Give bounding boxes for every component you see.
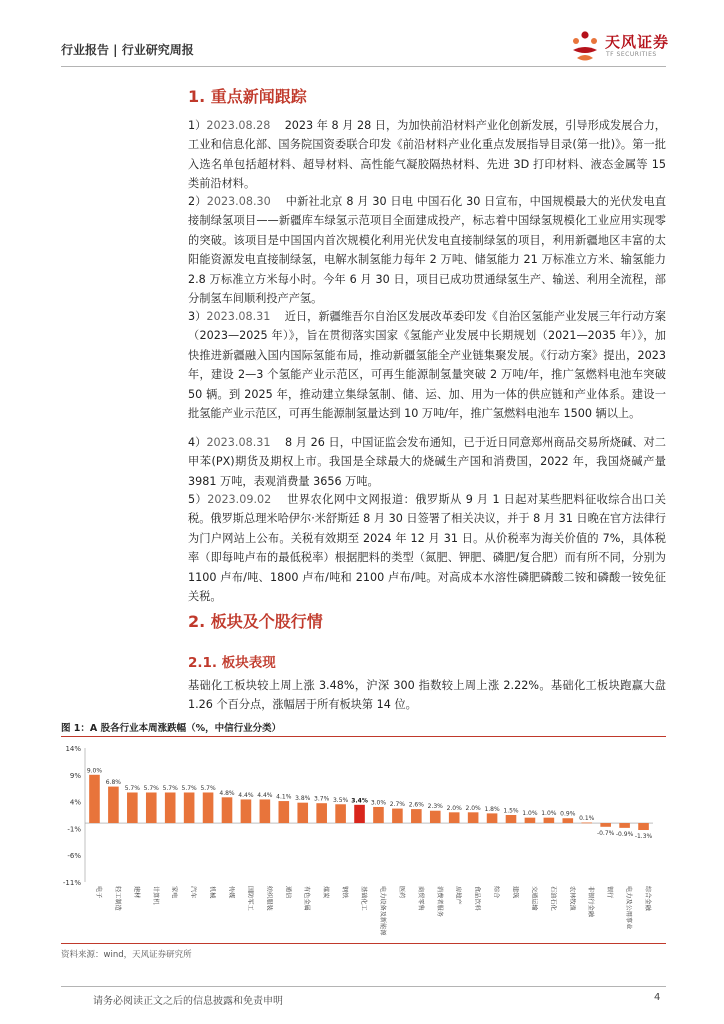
category-label: 有色金属	[303, 886, 311, 911]
category-label: 传媒	[227, 886, 235, 899]
bar	[222, 797, 233, 823]
category-label: 电力设备及新能源	[378, 886, 386, 936]
category-label: 农林牧渔	[568, 886, 576, 911]
bar	[525, 818, 536, 823]
data-label: 3.8%	[295, 795, 311, 803]
logo-mark-icon	[568, 30, 602, 64]
news-date: 2023.08.31	[206, 310, 271, 323]
data-label: 9.0%	[86, 767, 103, 775]
data-label: 1.8%	[484, 805, 500, 813]
news-text: 2023 年 8 月 28 日，为加快前沿材料产业化创新发展，引导形成发展合力，工业和信息化部、国务院国资委联合印发《前沿材料产业化重点发展指导目录(第一批)》。第一批入选名单包括超材料、超导材料、高性能气凝胶隔热材料、先进 3D 打印材料、液态金属等 15 类前沿材料。	[188, 119, 666, 191]
tf-logo	[568, 30, 680, 64]
bar	[544, 818, 555, 823]
category-label: 银行	[606, 886, 614, 899]
category-label: 商贸零售	[416, 886, 424, 911]
category-label: 建筑	[511, 886, 519, 899]
data-label: 3.7%	[314, 795, 330, 803]
category-label: 综合金融	[644, 886, 652, 911]
news-date: 2023.08.31	[206, 436, 271, 449]
category-label: 电力及公用事业	[625, 886, 633, 930]
logo-name-en: TF SECURITIES	[606, 51, 657, 58]
bar	[581, 823, 592, 824]
bar	[108, 787, 119, 823]
bar	[260, 799, 271, 823]
bar	[127, 792, 138, 823]
data-label: 5.7%	[162, 784, 178, 792]
bar	[297, 803, 308, 823]
data-label: 6.8%	[105, 779, 122, 787]
bar	[430, 811, 441, 823]
bar	[165, 792, 176, 823]
data-label: 1.0%	[522, 810, 538, 818]
footer-divider	[61, 986, 666, 987]
data-label: 1.0%	[541, 810, 557, 818]
figure-source: 资料来源：wind，天风证券研究所	[61, 950, 192, 960]
subsection-heading-sector: 2.1. 板块表现	[188, 655, 276, 671]
news-text: 世界农化网中文网报道：俄罗斯从 9 月 1 日起对某些肥料征收综合出口关税。俄罗斯总理米哈伊尔·米舒斯廷 8 月 30 日签署了相关决议，并于 8 月 31 日晚在官方法律行为门户网站上公布。关税有效期至 2024 年 12 月 31 日。从价税率为海关价值的 7%，具体税率（即每吨卢布的最低税率）根据肥料的类型（氮肥、钾肥、磷肥/复合肥）而有所不同，分别为 1100 卢布/吨、1800 卢布/吨和 2100 卢布/吨。对高成本水溶性磷肥磷酸二铵和磷酸一铵免征关税。	[188, 493, 666, 604]
bar	[506, 815, 517, 823]
news-item: 5）2023.09.02 世界农化网中文网报道：俄罗斯从 9 月 1 日起对某些肥料征收综合出口关税。俄罗斯总理米哈伊尔·米舒斯廷 8 月 30 日签署了相关决议，并于 8 月 31 日晚在官方法律行为门户网站上公布。关税有效期至 2024 年 12 月 31 日。从价税率为海关价值的 7%，具体税率（即每吨卢布的最低税率）根据肥料的类型（氮肥、钾肥、磷肥/复合肥）而有所不同，分别为 1100 卢布/吨、1800 卢布/吨和 2100 卢布/吨。对高成本水溶性磷肥磷酸二铵和磷酸一铵免征关税。	[188, 493, 666, 604]
y-tick-label: -6%	[67, 852, 81, 861]
bar	[89, 775, 100, 823]
sector-summary: 基础化工板块较上周上涨 3.48%，沪深 300 指数较上周上涨 2.22%。基础化工板块跑赢大盘 1.26 个百分点，涨幅居于所有板块第 14 位。	[188, 679, 666, 712]
category-label: 消费者服务	[435, 886, 443, 917]
data-label: 4.4%	[238, 791, 254, 799]
category-label: 轻工制造	[113, 886, 121, 911]
logo-name: 天风证券	[605, 33, 670, 51]
data-label: 4.4%	[257, 791, 273, 799]
category-label: 非银行金融	[587, 886, 595, 917]
report-header: 行业报告 | 行业研究周报	[61, 43, 194, 57]
disclaimer-note: 请务必阅读正文之后的信息披露和免责申明	[93, 996, 283, 1007]
category-label: 国防军工	[246, 886, 254, 911]
data-label: -0.9%	[615, 830, 634, 838]
category-label: 综合	[492, 886, 500, 899]
news-item: 3）2023.08.31 近日，新疆维吾尔自治区发展改革委印发《自治区氢能产业发展三年行动方案（2023—2025 年）》，旨在贯彻落实国家《氢能产业发展中长期规划（2021—2035 年）》，加快推进新疆融入国内国际氢能布局，推动新疆氢能全产业链集聚发展。《行动方案》提出，2023 年，建设 2—3 个氢能产业示范区，可再生能源制氢量突破 2 万吨/年，推广氢燃料电池车突破 50 辆。到 2025 年，推动建立集绿氢制、储、运、加、用为一体的供应链和产业体系。建设一批氢能产业示范区，可再生能源制氢量达到 10 万吨/年，推广氢燃料电池车 1500 辆以上。	[188, 310, 666, 421]
bar	[354, 805, 365, 823]
category-label: 交通运输	[530, 886, 538, 911]
y-tick-label: 14%	[65, 745, 81, 753]
category-label: 房地产	[454, 886, 462, 905]
data-label: 3.0%	[370, 799, 387, 807]
bar	[316, 803, 327, 823]
data-label: 2.0%	[446, 804, 462, 812]
bar	[619, 823, 630, 828]
page-number: 4	[654, 992, 661, 1003]
news-item: 4）2023.08.31 8 月 26 日，中国证监会发布通知，已于近日同意郑州商品交易所烧碱、对二甲苯(PX)期货及期权上市。我国是全球最大的烧碱生产国和消费国，2022 年，我国烧碱产量 3981 万吨，表观消费量 3656 万吨。	[188, 436, 666, 488]
category-label: 电子	[94, 886, 102, 899]
bar	[562, 818, 573, 823]
section-heading-market: 2. 板块及个股行情	[188, 612, 323, 631]
industry-weekly-change-chart	[61, 738, 666, 943]
data-label: 4.1%	[276, 793, 292, 801]
bar	[278, 801, 289, 823]
bar	[373, 807, 384, 823]
category-label: 通信	[284, 886, 292, 899]
category-label: 食品饮料	[473, 886, 481, 911]
data-label: 5.7%	[143, 784, 159, 792]
category-label: 基础化工	[360, 886, 368, 911]
category-label: 机械	[208, 886, 216, 899]
category-label: 家电	[170, 886, 178, 899]
bar	[335, 804, 346, 823]
data-label: -0.7%	[596, 829, 615, 837]
figure-top-rule	[61, 736, 666, 737]
bar	[468, 812, 479, 823]
bar	[392, 809, 403, 823]
category-label: 医药	[397, 886, 405, 899]
bar	[184, 792, 195, 823]
bar	[203, 792, 214, 823]
y-tick-label: -11%	[62, 879, 81, 887]
y-tick-label: -1%	[67, 825, 81, 834]
bar	[638, 823, 649, 830]
data-label: 2.3%	[427, 803, 443, 811]
bar	[487, 813, 498, 823]
bar	[241, 799, 252, 823]
category-label: 建材	[132, 886, 140, 899]
news-item: 1）2023.08.28 2023 年 8 月 28 日，为加快前沿材料产业化创新发展，引导形成发展合力，工业和信息化部、国务院国资委联合印发《前沿材料产业化重点发展指导目录(第一批)》。第一批入选名单包括超材料、超导材料、高性能气凝胶隔热材料、先进 3D 打印材料、液态金属等 15 类前沿材料。	[188, 119, 666, 191]
news-date: 2023.08.28	[206, 119, 271, 132]
data-label: 0.9%	[560, 810, 576, 818]
data-label: 2.7%	[389, 801, 406, 809]
news-text: 中新社北京 8 月 30 日电 中国石化 30 日宣布，中国规模最大的光伏发电直接制绿氢项目——新疆库车绿氢示范项目全面建成投产，标志着中国绿氢规模化工业应用实现零的突破。该项目是中国国内首次规模化利用光伏发电直接制绿氢的项目，利用新疆地区丰富的太阳能资源发电直接制绿氢，电解水制氢能力每年 2 万吨、储氢能力 21 万标准立方米、输氢能力 2.8 万标准立方米每小时。今年 6 月 30 日，项目已成功贯通绿氢生产、输送、利用全流程，部分制氢车间顺利投产产氢。	[188, 195, 667, 306]
bar	[449, 812, 460, 823]
news-date: 2023.08.30	[206, 195, 271, 208]
category-label: 煤炭	[322, 886, 330, 899]
data-label: 4.8%	[219, 789, 235, 797]
section-heading-news: 1. 重点新闻跟踪	[188, 87, 307, 106]
y-tick-label: 9%	[69, 771, 81, 780]
data-label: 2.6%	[408, 801, 424, 809]
news-item: 2）2023.08.30 中新社北京 8 月 30 日电 中国石化 30 日宣布，中国规模最大的光伏发电直接制绿氢项目——新疆库车绿氢示范项目全面建成投产，标志着中国绿氢规模化工业应用实现零的突破。该项目是中国国内首次规模化利用光伏发电直接制绿氢的项目，利用新疆地区丰富的太阳能资源发电直接制绿氢，电解水制氢能力每年 2 万吨、储氢能力 21 万标准立方米、输氢能力 2.8 万标准立方米每小时。今年 6 月 30 日，项目已成功贯通绿氢生产、输送、利用全流程，部分制氢车间顺利投产产氢。	[188, 195, 667, 306]
data-label: 3.5%	[332, 796, 349, 804]
header-divider	[61, 66, 666, 67]
figure-bottom-rule	[61, 943, 666, 944]
news-date: 2023.09.02	[207, 493, 272, 506]
category-label: 汽车	[189, 886, 197, 899]
y-tick-label: 4%	[69, 798, 81, 807]
category-label: 计算机	[151, 886, 159, 905]
bar	[411, 809, 422, 823]
data-label: 5.7%	[200, 784, 216, 792]
news-text: 8 月 26 日，中国证监会发布通知，已于近日同意郑州商品交易所烧碱、对二甲苯(PX)期货及期权上市。我国是全球最大的烧碱生产国和消费国，2022 年，我国烧碱产量 3981 万吨，表观消费量 3656 万吨。	[188, 436, 666, 488]
data-label: 5.7%	[181, 784, 197, 792]
bar	[600, 823, 611, 827]
data-label: 0.1%	[579, 815, 595, 823]
figure-title: 图 1：A 股各行业本周涨跌幅（%，中信行业分类）	[61, 723, 282, 734]
category-label: 石油石化	[549, 886, 557, 911]
data-label: 1.5%	[503, 807, 519, 815]
data-label: 3.4%	[351, 797, 368, 805]
bar	[146, 792, 157, 823]
data-label: 5.7%	[124, 784, 140, 792]
category-label: 钢铁	[341, 886, 349, 899]
data-label: 2.0%	[465, 804, 481, 812]
news-text: 近日，新疆维吾尔自治区发展改革委印发《自治区氢能产业发展三年行动方案（2023—2025 年）》，旨在贯彻落实国家《氢能产业发展中长期规划（2021—2035 年）》，加快推进新疆融入国内国际氢能布局，推动新疆氢能全产业链集聚发展。《行动方案》提出，2023 年，建设 2—3 个氢能产业示范区，可再生能源制氢量突破 2 万吨/年，推广氢燃料电池车突破 50 辆。到 2025 年，推动建立集绿氢制、储、运、加、用为一体的供应链和产业体系。建设一批氢能产业示范区，可再生能源制氢量达到 10 万吨/年，推广氢燃料电池车 1500 辆以上。	[188, 310, 666, 421]
category-label: 纺织服装	[265, 886, 273, 911]
data-label: -1.3%	[634, 833, 653, 841]
